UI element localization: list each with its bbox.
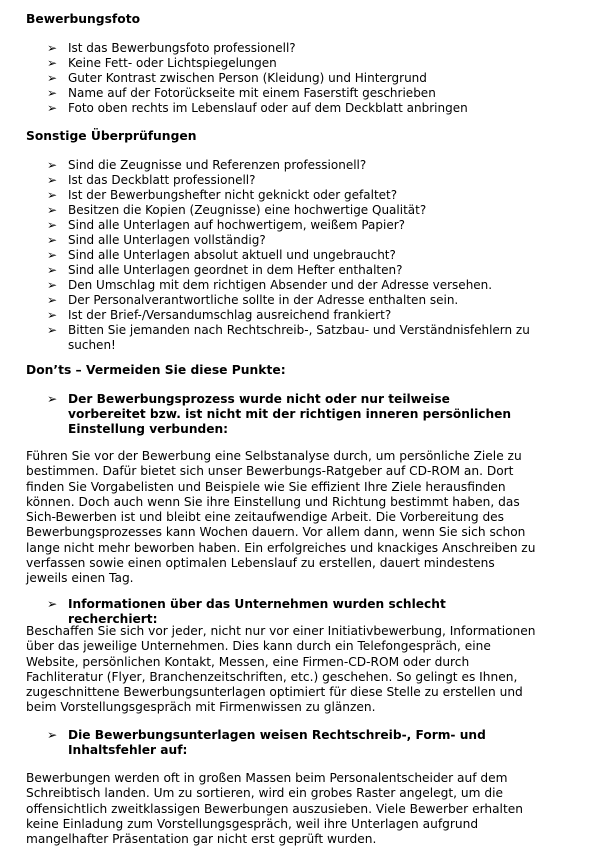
arrow-bullet-icon: ➢ <box>47 233 58 247</box>
dont-point-3-heading <box>0 728 600 758</box>
arrow-bullet-icon: ➢ <box>47 203 58 217</box>
list-item: ➢ Ist das Bewerbungsfoto professionell? <box>47 41 296 55</box>
dont-point-3-text <box>0 771 600 847</box>
list-item: ➢ Sind alle Unterlagen geordnet in dem Hefter enthalten? <box>47 263 403 277</box>
arrow-bullet-icon: ➢ <box>47 41 58 55</box>
arrow-bullet-icon: ➢ <box>47 728 58 742</box>
list-item: ➢ Sind die Zeugnisse und Referenzen professionell? <box>47 158 367 172</box>
list-item: ➢ Den Umschlag mit dem richtigen Absender und der Adresse versehen. <box>47 278 493 292</box>
list-item: ➢ Ist das Deckblatt professionell? <box>47 173 256 187</box>
arrow-bullet-icon: ➢ <box>47 56 58 70</box>
section-photo <box>0 12 600 27</box>
arrow-bullet-icon: ➢ <box>47 248 58 262</box>
paragraph: Beschaffen Sie sich vor jeder, nicht nur vor einer Initiativbewerbung, Informationen über das jeweilige Unternehmen. Dies kann durch ein Telefongespräch, eine Website, persönlichen Kontakt, Messen, eine Firmen-CD-ROM oder durch Fachliteratur (Flyer, Branchenzeitschriften, etc.) geschehen. So gelingt es Ihnen, zugeschnittene Bewerbungsunterlagen optimiert für diese Stelle zu erstellen und beim Vorstellungsgespräch mit Firmenwissen zu glänzen. <box>26 624 536 715</box>
paragraph: Führen Sie vor der Bewerbung eine Selbstanalyse durch, um persönliche Ziele zu bestimmen. Dafür bietet sich unser Bewerbungs-Ratgeber auf CD-ROM an. Dort finden Sie Vorgabelisten und Beispiele wie Sie effizient Ihre Ziele herausfinden können. Doch auch wenn Sie ihre Einstellung und Richtung bestimmt haben, das Sich-Bewerben ist und bleibt eine zeitaufwendige Arbeit. Die Vorbereitung des Bewerbungsprozesses kann Wochen dauern. Vor allem dann, wenn Sie sich schon lange nicht mehr beworben haben. Ein erfolgreiches und knackiges Anschreiben zu verfassen sowie einen optimalen Lebenslauf zu erstellen, dauert mindestens jeweils einen Tag. <box>26 449 536 586</box>
arrow-bullet-icon: ➢ <box>47 392 58 406</box>
list-item: ➢ Bitten Sie jemanden nach Rechtschreib-, Satzbau- und Verständnisfehlern zu suchen! <box>47 323 530 352</box>
dont-heading: ➢ Informationen über das Unternehmen wurden schlecht recherchiert: <box>47 597 446 626</box>
arrow-bullet-icon: ➢ <box>47 173 58 187</box>
arrow-bullet-icon: ➢ <box>47 278 58 292</box>
list-item: ➢ Der Personalverantwortliche sollte in der Adresse enthalten sein. <box>47 293 459 307</box>
list-item: ➢ Ist der Bewerbungshefter nicht geknickt oder gefaltet? <box>47 188 398 202</box>
section-title: Sonstige Überprüfungen <box>26 129 197 143</box>
arrow-bullet-icon: ➢ <box>47 158 58 172</box>
arrow-bullet-icon: ➢ <box>47 597 58 611</box>
list-item: ➢ Name auf der Fotorückseite mit einem Faserstift geschrieben <box>47 86 436 100</box>
other-checklist <box>0 158 600 353</box>
list-item: ➢ Ist der Brief-/Versandumschlag ausreichend frankiert? <box>47 308 392 322</box>
list-item: ➢ Guter Kontrast zwischen Person (Kleidung) und Hintergrund <box>47 71 427 85</box>
section-other <box>0 129 600 144</box>
arrow-bullet-icon: ➢ <box>47 188 58 202</box>
list-item: ➢ Foto oben rechts im Lebenslauf oder auf dem Deckblatt anbringen <box>47 101 468 115</box>
arrow-bullet-icon: ➢ <box>47 101 58 115</box>
arrow-bullet-icon: ➢ <box>47 263 58 277</box>
list-item: ➢ Sind alle Unterlagen auf hochwertigem, weißem Papier? <box>47 218 406 232</box>
list-item: ➢ Sind alle Unterlagen absolut aktuell und ungebraucht? <box>47 248 396 262</box>
arrow-bullet-icon: ➢ <box>47 323 58 337</box>
dont-point-1-heading <box>0 392 600 437</box>
dont-heading: ➢ Die Bewerbungsunterlagen weisen Rechtschreib-, Form- und Inhaltsfehler auf: <box>47 728 486 757</box>
paragraph: Bewerbungen werden oft in großen Massen beim Personalentscheider auf dem Schreibtisch landen. Um zu sortieren, wird ein grobes Raster angelegt, um die offensichtlich zweitklassigen Bewerbungen auszusieben. Viele Bewerber erhalten keine Einladung zum Vorstellungsgespräch, weil ihre Unterlagen aufgrund mangelhafter Präsentation gar nicht erst geprüft wurden. <box>26 771 523 847</box>
list-item: ➢ Keine Fett- oder Lichtspiegelungen <box>47 56 277 70</box>
dont-point-1-text <box>0 449 600 587</box>
section-title: Don’ts – Vermeiden Sie diese Punkte: <box>26 363 286 377</box>
arrow-bullet-icon: ➢ <box>47 71 58 85</box>
dont-point-2-text <box>0 624 600 716</box>
arrow-bullet-icon: ➢ <box>47 218 58 232</box>
photo-checklist <box>0 41 600 116</box>
arrow-bullet-icon: ➢ <box>47 293 58 307</box>
arrow-bullet-icon: ➢ <box>47 308 58 322</box>
list-item: ➢ Sind alle Unterlagen vollständig? <box>47 233 266 247</box>
section-donts <box>0 363 600 378</box>
arrow-bullet-icon: ➢ <box>47 86 58 100</box>
dont-point-2-heading <box>0 597 600 627</box>
dont-heading: ➢ Der Bewerbungsprozess wurde nicht oder nur teilweise vorbereitet bzw. ist nicht mit der richtigen inneren persönlichen Einstellung verbunden: <box>47 392 512 436</box>
list-item: ➢ Besitzen die Kopien (Zeugnisse) eine hochwertige Qualität? <box>47 203 427 217</box>
section-title: Bewerbungsfoto <box>26 12 141 26</box>
